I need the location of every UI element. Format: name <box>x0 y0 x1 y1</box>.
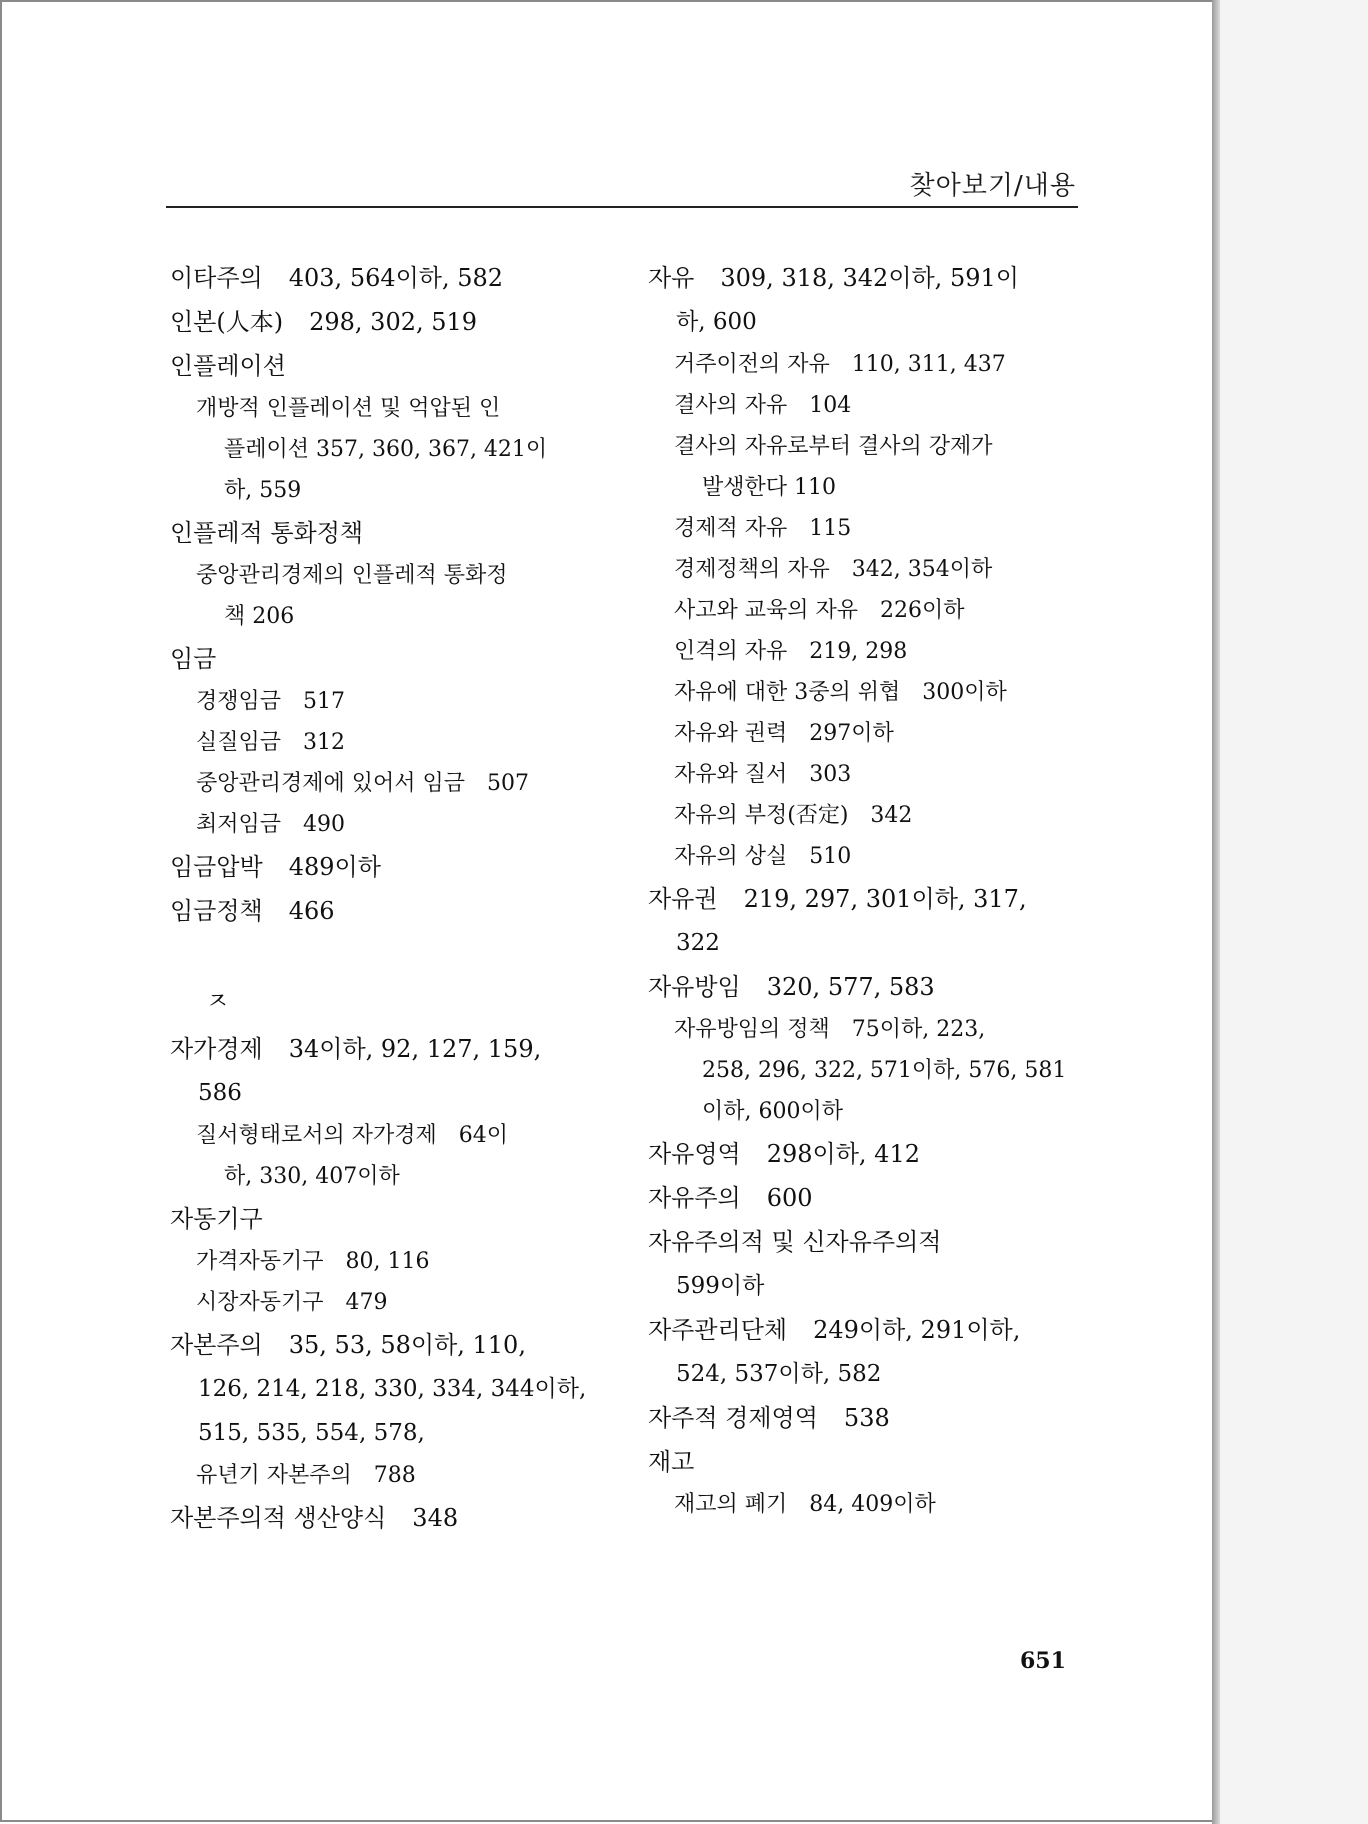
index-term: 재고 <box>648 1448 695 1476</box>
index-term: 이타주의 <box>170 264 263 292</box>
page-references: 297이하 <box>809 721 894 746</box>
index-continuation: 하, 330, 407이하 <box>224 1164 400 1189</box>
page-references: 600 <box>766 1184 813 1212</box>
index-term: 자본주의 <box>170 1331 263 1359</box>
index-term: 개방적 인플레이션 및 억압된 인 <box>196 396 501 421</box>
index-entry <box>648 1308 1088 1352</box>
index-continuation: 586 <box>198 1080 242 1106</box>
index-term: 가격자동기구 <box>196 1249 324 1274</box>
index-term: 자주적 경제영역 <box>648 1404 818 1432</box>
page-references: 300이하 <box>922 680 1007 705</box>
index-term: 임금 <box>170 645 217 673</box>
index-term: 인플레이션 <box>170 352 286 380</box>
index-continuation: 126, 214, 218, 330, 334, 344이하, <box>198 1376 587 1402</box>
index-subentry <box>170 555 610 596</box>
index-subentry <box>170 1455 610 1496</box>
index-subentry <box>648 344 1088 385</box>
index-column-left <box>170 256 610 1540</box>
index-entry <box>170 344 610 388</box>
page-references: 115 <box>809 516 852 541</box>
index-subentry <box>648 385 1088 426</box>
index-entry <box>170 889 610 933</box>
index-entry <box>170 1496 610 1540</box>
index-subentry <box>170 763 610 804</box>
index-continuation: 하, 559 <box>224 478 302 503</box>
index-term: 임금압박 <box>170 853 263 881</box>
index-subentry <box>648 1484 1088 1525</box>
index-continuation: 책 206 <box>224 604 295 629</box>
index-subentry <box>648 713 1088 754</box>
page-references: 298이하, 412 <box>766 1140 920 1168</box>
index-entry <box>170 637 610 681</box>
index-subentry <box>648 836 1088 877</box>
page-background <box>1220 0 1368 1824</box>
index-subentry <box>648 631 1088 672</box>
page-references: 104 <box>809 393 852 418</box>
index-term: 자유방임 <box>648 973 741 1001</box>
index-term: 결사의 자유로부터 결사의 강제가 <box>674 434 993 459</box>
index-term: 재고의 폐기 <box>674 1492 788 1517</box>
index-term: 경제적 자유 <box>674 516 788 541</box>
index-term: 자주관리단체 <box>648 1316 788 1344</box>
index-term: 자유에 대한 3중의 위협 <box>674 680 901 705</box>
index-entry <box>170 845 610 889</box>
index-entry <box>648 256 1088 300</box>
index-term: 자유와 질서 <box>674 762 788 787</box>
index-subentry <box>648 672 1088 713</box>
index-term: 자유권 <box>648 885 718 913</box>
header-title: 찾아보기/내용 <box>909 171 1076 201</box>
index-term: 자유의 상실 <box>674 844 788 869</box>
page-references: 34이하, 92, 127, 159, <box>288 1035 542 1063</box>
index-term: 자유의 부정(否定) <box>674 803 849 828</box>
index-term: 유년기 자본주의 <box>196 1463 352 1488</box>
page-references: 788 <box>373 1463 416 1488</box>
page-references: 320, 577, 583 <box>766 973 935 1001</box>
index-term: 경제정책의 자유 <box>674 557 830 582</box>
index-term: 중앙관리경제에 있어서 임금 <box>196 771 466 796</box>
page-references: 517 <box>303 689 346 714</box>
index-entry <box>170 1027 610 1071</box>
page-references: 348 <box>412 1504 459 1532</box>
index-continuation: 하, 600 <box>676 309 757 335</box>
index-subentry <box>170 722 610 763</box>
index-subentry <box>170 1282 610 1323</box>
index-continuation: 599이하 <box>676 1273 765 1299</box>
index-term: 인플레적 통화정책 <box>170 519 364 547</box>
page-number: 651 <box>1020 1648 1066 1674</box>
index-term: 결사의 자유 <box>674 393 788 418</box>
index-entry <box>170 1197 610 1241</box>
page-references: 466 <box>288 897 335 925</box>
index-subentry <box>648 754 1088 795</box>
index-term: 자동기구 <box>170 1205 263 1233</box>
index-term: 중앙관리경제의 인플레적 통화정 <box>196 563 508 588</box>
page-references: 507 <box>487 771 530 796</box>
index-term: 질서형태로서의 자가경제 <box>196 1123 437 1148</box>
page-references: 75이하, 223, <box>851 1017 986 1042</box>
index-subentry <box>170 681 610 722</box>
page-references: 538 <box>843 1404 890 1432</box>
index-term: 자유주의적 및 신자유주의적 <box>648 1228 942 1256</box>
index-term: 실질임금 <box>196 730 282 755</box>
page-references: 110, 311, 437 <box>851 352 1006 377</box>
index-entry <box>648 1176 1088 1220</box>
page-references: 489이하 <box>288 853 381 881</box>
page-references: 226이하 <box>880 598 965 623</box>
index-term: 인본(人本) <box>170 308 284 336</box>
page-references: 510 <box>809 844 852 869</box>
index-subentry <box>170 1115 610 1156</box>
page-references: 80, 116 <box>345 1249 430 1274</box>
index-term: 자유방임의 정책 <box>674 1017 830 1042</box>
page-edge-shadow <box>1212 0 1220 1824</box>
page-references: 490 <box>303 812 346 837</box>
page-references: 309, 318, 342이하, 591이 <box>720 264 1019 292</box>
page-references: 84, 409이하 <box>809 1492 936 1517</box>
index-subentry <box>170 388 610 429</box>
index-entry <box>170 511 610 555</box>
index-entry <box>170 1323 610 1367</box>
index-continuation: 322 <box>676 930 720 956</box>
page-references: 342 <box>870 803 913 828</box>
index-continuation: 발생한다 110 <box>702 475 836 500</box>
index-term: 최저임금 <box>196 812 282 837</box>
index-term: 인격의 자유 <box>674 639 788 664</box>
index-term: 임금정책 <box>170 897 263 925</box>
page-references: 219, 297, 301이하, 317, <box>743 885 1027 913</box>
running-header <box>166 166 1078 208</box>
page-references: 64이 <box>458 1123 509 1148</box>
index-continuation: 258, 296, 322, 571이하, 576, 581 <box>702 1058 1067 1083</box>
index-entry <box>648 1220 1088 1264</box>
index-continuation: 플레이션 357, 360, 367, 421이 <box>224 437 548 462</box>
index-term: 경쟁임금 <box>196 689 282 714</box>
index-term: 시장자동기구 <box>196 1290 324 1315</box>
index-subentry <box>648 590 1088 631</box>
index-term: 자유영역 <box>648 1140 741 1168</box>
index-entry <box>648 1132 1088 1176</box>
page-references: 312 <box>303 730 346 755</box>
page-references: 298, 302, 519 <box>309 308 478 336</box>
index-subentry <box>648 1009 1088 1050</box>
index-subentry <box>170 1241 610 1282</box>
index-entry <box>648 1440 1088 1484</box>
index-entry <box>648 1396 1088 1440</box>
page-references: 342, 354이하 <box>851 557 993 582</box>
index-term: 사고와 교육의 자유 <box>674 598 859 623</box>
page-references: 249이하, 291이하, <box>813 1316 1021 1344</box>
page-references: 35, 53, 58이하, 110, <box>288 1331 526 1359</box>
index-entry <box>648 877 1088 921</box>
index-subentry <box>648 795 1088 836</box>
index-entry <box>170 256 610 300</box>
page-references: 219, 298 <box>809 639 908 664</box>
index-term: 자유주의 <box>648 1184 741 1212</box>
index-subentry <box>648 426 1088 467</box>
index-term: 자유 <box>648 264 695 292</box>
index-continuation: 515, 535, 554, 578, <box>198 1420 425 1446</box>
index-column-right <box>648 256 1088 1525</box>
index-entry <box>648 965 1088 1009</box>
page-references: 403, 564이하, 582 <box>288 264 504 292</box>
index-entry <box>170 300 610 344</box>
index-continuation: 524, 537이하, 582 <box>676 1361 882 1387</box>
section-heading: ㅈ <box>206 987 230 1015</box>
index-term: 거주이전의 자유 <box>674 352 830 377</box>
index-term: 자본주의적 생산양식 <box>170 1504 387 1532</box>
index-continuation: 이하, 600이하 <box>702 1099 843 1124</box>
index-term: 자유와 권력 <box>674 721 788 746</box>
index-subentry <box>648 549 1088 590</box>
page-references: 303 <box>809 762 852 787</box>
index-subentry <box>170 804 610 845</box>
index-term: 자가경제 <box>170 1035 263 1063</box>
index-subentry <box>648 508 1088 549</box>
page-references: 479 <box>345 1290 388 1315</box>
